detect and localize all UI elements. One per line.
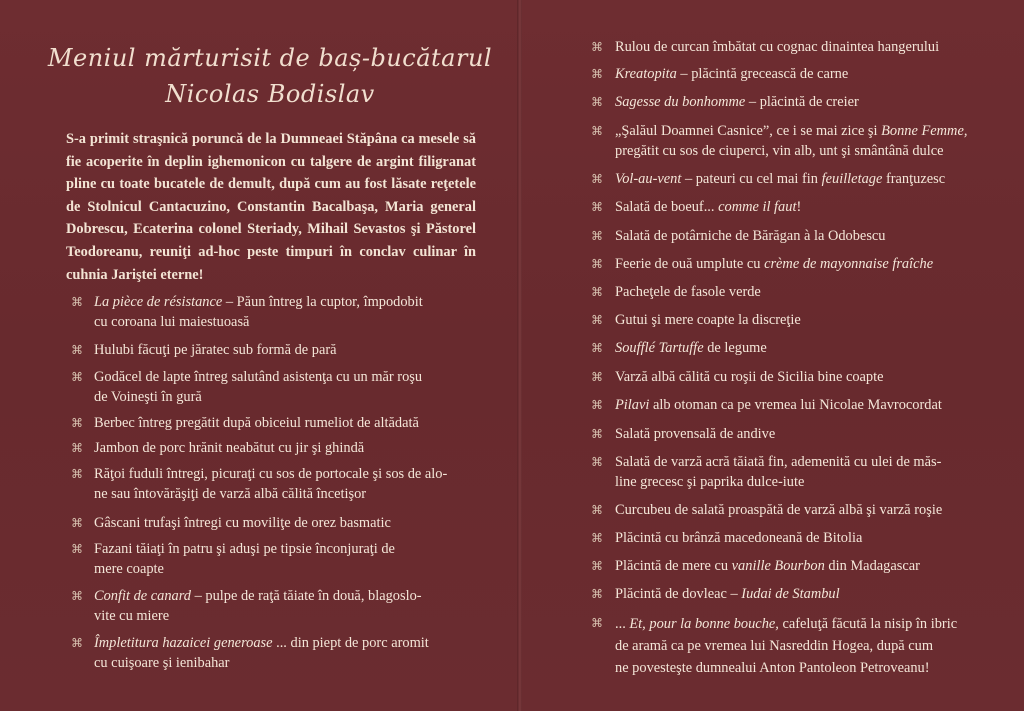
bullet-icon: ⌘ [71, 343, 83, 357]
bullet-icon: ⌘ [591, 587, 603, 601]
bullet-icon: ⌘ [591, 285, 603, 299]
menu-item: Varză albă călită cu roşii de Sicilia bine coapte [615, 369, 884, 385]
bullet-icon: ⌘ [591, 40, 603, 54]
bullet-icon: ⌘ [591, 341, 603, 355]
menu-item: Răţoi fuduli întregi, picuraţi cu sos de portocale şi sos de alo- ne sau întovărăşiţi de varză albă călită încetişor [94, 466, 448, 502]
menu-item: Jambon de porc hrănit neabătut cu jir şi ghindă [94, 440, 365, 456]
menu-item: Salată de varză acră tăiată fin, ademenită cu ulei de măs- line grecesc şi paprika dulce-iute [615, 454, 942, 490]
menu-item: Gâscani trufaşi întregi cu moviliţe de orez basmatic [94, 515, 391, 531]
menu-item: Soufflé Tartuffe de legume [615, 340, 767, 356]
bullet-icon: ⌘ [71, 542, 83, 556]
menu-item: Hulubi făcuţi pe jăratec sub formă de pară [94, 342, 337, 358]
menu-item: Confit de canard – pulpe de raţă tăiate în două, blagoslo- vite cu miere [94, 588, 422, 624]
bullet-icon: ⌘ [591, 616, 603, 630]
bullet-icon: ⌘ [71, 467, 83, 481]
menu-title-line2: Nicolas Bodislav [165, 80, 375, 108]
bullet-icon: ⌘ [591, 95, 603, 109]
bullet-icon: ⌘ [71, 516, 83, 530]
menu-item: Godăcel de lapte întreg salutând asistenţa cu un măr roşu de Voineşti în gură [94, 369, 423, 405]
menu-item: Salată de potârniche de Bărăgan à la Odobescu [615, 228, 886, 244]
menu-item: Plăcintă de mere cu vanille Bourbon din Madagascar [615, 558, 920, 574]
menu-item: Salată provensală de andive [615, 426, 776, 442]
bullet-icon: ⌘ [591, 531, 603, 545]
menu-title-line1: Meniul mărturisit de baș-bucătarul [47, 44, 493, 72]
menu-item: Feerie de ouă umplute cu crème de mayonnaise fraîche [615, 256, 934, 272]
menu-item: Pacheţele de fasole verde [615, 284, 761, 300]
menu-item: Salată de boeuf... comme il faut! [615, 199, 802, 215]
bullet-icon: ⌘ [71, 295, 83, 309]
bullet-icon: ⌘ [591, 370, 603, 384]
menu-item: La pièce de résistance – Păun întreg la cuptor, împodobit cu coroana lui maiestuoasă [94, 294, 423, 330]
menu-item: Gutui şi mere coapte la discreţie [615, 312, 801, 328]
bullet-icon: ⌘ [71, 370, 83, 384]
menu-item: Pilavi alb otoman ca pe vremea lui Nicolae Mavrocordat [615, 397, 942, 413]
bullet-icon: ⌘ [71, 416, 83, 430]
menu-item: Curcubeu de salată proaspătă de varză albă şi varză roşie [615, 502, 943, 518]
menu-item: ... Et, pour la bonne bouche, cafeluţă făcută la nisip în ibric de aramă ca pe vremea lui Nasreddin Hogea, după cum ne povesteşte dumnealui Anton Pantoleon Petroveanu! [615, 616, 958, 676]
menu-item: Plăcintă cu brânză macedoneană de Bitolia [615, 530, 863, 546]
bullet-icon: ⌘ [591, 124, 603, 138]
bullet-icon: ⌘ [71, 589, 83, 603]
menu-item: Vol-au-vent – pateuri cu cel mai fin feuilletage franţuzesc [615, 171, 946, 187]
bullet-icon: ⌘ [591, 559, 603, 573]
menu-item: Rulou de curcan îmbătat cu cognac dinaintea hangerului [615, 39, 940, 55]
menu-item: Kreatopita – plăcintă grecească de carne [615, 66, 849, 82]
menu-item: Sagesse du bonhomme – plăcintă de creier [615, 94, 859, 110]
menu-item: Berbec întreg pregătit după obiceiul rumeliot de altădată [94, 415, 419, 431]
menu-item: Împletitura hazaicei generoase ... din piept de porc aromit cu cuişoare şi ienibahar [94, 635, 429, 671]
bullet-icon: ⌘ [591, 172, 603, 186]
bullet-icon: ⌘ [591, 455, 603, 469]
bullet-icon: ⌘ [591, 67, 603, 81]
bullet-icon: ⌘ [591, 257, 603, 271]
bullet-icon: ⌘ [591, 427, 603, 441]
bullet-icon: ⌘ [71, 636, 83, 650]
bullet-icon: ⌘ [591, 503, 603, 517]
bullet-icon: ⌘ [591, 398, 603, 412]
menu-item: Plăcintă de dovleac – Iudai de Stambul [615, 586, 840, 602]
bullet-icon: ⌘ [71, 441, 83, 455]
bullet-icon: ⌘ [591, 229, 603, 243]
bullet-icon: ⌘ [591, 313, 603, 327]
right-page [522, 0, 1024, 711]
menu-item: „Şalăul Doamnei Casnice”, ce i se mai zice şi Bonne Femme, pregătit cu sos de ciuperci, vin alb, unt şi smântână dulce [615, 123, 968, 159]
menu-item: Fazani tăiaţi în patru şi aduşi pe tipsie înconjuraţi de mere coapte [94, 541, 395, 577]
bullet-icon: ⌘ [591, 200, 603, 214]
intro-paragraph: S-a primit straşnică poruncă de la Dumneaei Stăpâna ca mesele să fie acoperite în deplin ighemonicon cu talgere de argint filigranat pline cu toate bucatele de demult, după cum au fost lăsate reţetele de Stolnicul Cantacuzino, Constantin Bacalbaşa, Maria general Dobrescu, Ecaterina colonel Steriady, Mihail Sevastos şi Păstorel Teodoreanu, reuniţi ad-hoc peste timpuri în conclav culinar în cuhnia Jariştei eterne! [66, 131, 476, 283]
